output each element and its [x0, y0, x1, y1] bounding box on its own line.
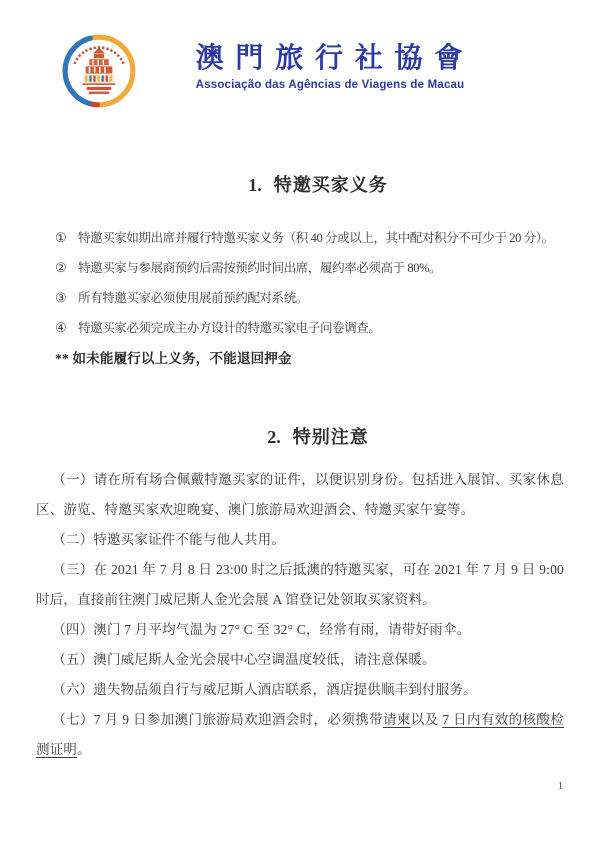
obligation-item-marker: ① [55, 230, 67, 245]
obligation-item [55, 283, 600, 313]
section1-heading [36, 171, 600, 197]
notice7-prefix: （七）7 月 9 日参加澳门旅游局欢迎酒会时，必须携带 [52, 712, 383, 727]
obligation-item-marker: ② [55, 260, 67, 275]
section1-title: 特邀买家义务 [273, 175, 388, 195]
section2-number: 2. [267, 427, 281, 447]
page-number: 1 [557, 781, 563, 792]
notice-block [36, 465, 564, 765]
obligation-item-text: 所有特邀买家必须使用展前预约配对系统。 [78, 291, 308, 305]
letterhead [0, 0, 600, 125]
obligation-item [55, 253, 600, 283]
association-logo-icon [60, 32, 138, 110]
notice7-suffix: 。 [77, 742, 91, 757]
notice-paragraph-4: （四）澳门 7 月平均气温为 27° C 至 32° C，经常有雨，请带好雨伞。 [52, 622, 471, 637]
notice-paragraph-2: （二）特邀买家证件不能与他人共用。 [52, 532, 286, 547]
macau-association-emblem-icon [60, 32, 138, 110]
obligation-list [55, 223, 600, 343]
deposit-warning-note: ** 如未能履行以上义务，不能退回押金 [55, 351, 292, 366]
notice-paragraph-3: （三）在 2021 年 7 月 8 日 23:00 时之后抵澳的特邀买家，可在 2021 年 7 月 9 日 9:00 时后，直接前往澳门威尼斯人金光会展 A 馆登记处领取买家资料。 [36, 562, 564, 607]
obligation-item [55, 223, 600, 253]
association-name-portuguese: Associação das Agências de Viagens de Macau [195, 79, 465, 91]
notice-paragraph-7 [36, 705, 564, 765]
obligation-item [55, 313, 600, 343]
notice7-underlined-test-proof: 7 日内有效的核酸检测证明 [36, 712, 565, 757]
notice7-middle: 以及 [410, 712, 443, 727]
section2-title: 特别注意 [292, 427, 369, 447]
obligation-item-marker: ③ [55, 290, 67, 305]
association-name-chinese: 澳 門 旅 行 社 協 會 [195, 42, 465, 73]
notice7-underlined-invitation: 请柬 [383, 712, 411, 727]
obligation-item-text: 特邀买家如期出席并履行特邀买家义务（积 40 分或以上，其中配对积分不可少于 20 分）。 [78, 231, 554, 245]
notice-paragraph-5: （五）澳门威尼斯人金光会展中心空调温度较低，请注意保暖。 [52, 652, 436, 667]
section2-heading [36, 423, 600, 449]
section1-number: 1. [248, 175, 262, 195]
notice-paragraph-1: （一）请在所有场合佩戴特邀买家的证件，以便识别身份。包括进入展馆、买家休息区、游览、特邀买家欢迎晚宴、澳门旅游局欢迎酒会、特邀买家午宴等。 [36, 472, 564, 517]
notice-paragraph-6: （六）遗失物品须自行与威尼斯人酒店联系，酒店提供顺丰到付服务。 [52, 682, 477, 697]
association-titles [154, 40, 506, 91]
obligation-item-text: 特邀买家与参展商预约后需按预约时间出席，履约率必须高于 80%。 [78, 261, 442, 275]
obligation-item-text: 特邀买家必须完成主办方设计的特邀买家电子问卷调查。 [78, 321, 381, 335]
obligation-item-marker: ④ [55, 320, 67, 335]
